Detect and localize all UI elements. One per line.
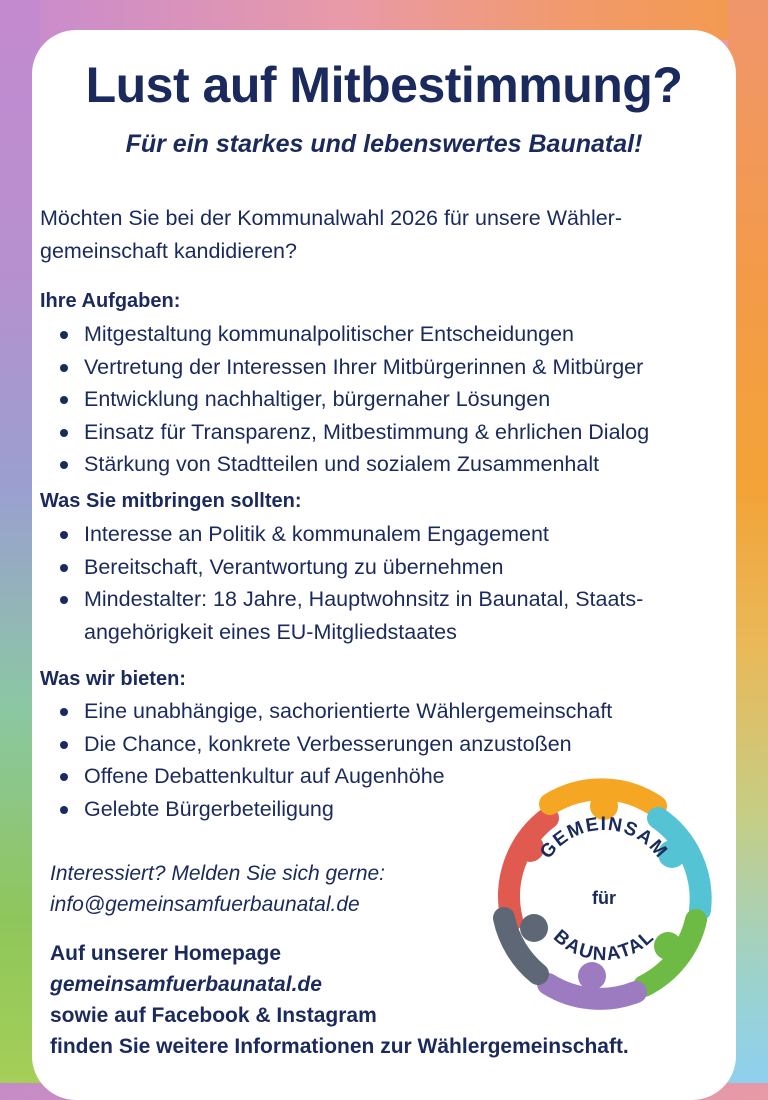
social-media-text: sowie auf Facebook & Instagram [50, 1004, 377, 1027]
list-item: Vertretung der Interessen Ihrer Mitbürgerinnen & Mitbürger [58, 351, 738, 384]
contact-prompt: Interessiert? Melden Sie sich gerne: [50, 862, 386, 885]
list-item: Gelebte Bürgerbeteiligung [58, 793, 738, 826]
intro-line-1: Möchten Sie bei der Kommunalwahl 2026 für unsere Wähler- [40, 206, 622, 230]
more-info-text: finden Sie weitere Informationen zur Wählergemeinschaft. [50, 1035, 629, 1058]
list-item: Bereitschaft, Verantwortung zu übernehmen [58, 551, 738, 584]
logo-figure-slate [504, 914, 548, 974]
list-item: Die Chance, konkrete Verbesserungen anzustoßen [58, 728, 738, 761]
page-title: Lust auf Mitbestimmung? [85, 57, 683, 113]
section-heading-aufgaben: Ihre Aufgaben: [40, 290, 181, 312]
homepage-url-link[interactable]: gemeinsamfuerbaunatal.de [50, 973, 322, 996]
logo-figure-teal [658, 818, 701, 910]
list-item: Entwicklung nachhaltiger, bürgernaher Lösungen [58, 383, 738, 416]
list-item: Interesse an Politik & kommunalem Engagement [58, 518, 738, 551]
list-item: Eine unabhängige, sachorientierte Wählergemeinschaft [58, 695, 738, 728]
intro-text [40, 202, 730, 268]
list-mitbringen [58, 518, 738, 648]
section-heading-bieten: Was wir bieten: [40, 668, 186, 690]
logo-figure-red [509, 818, 548, 920]
logo-figure-green [644, 920, 696, 986]
intro-line-2: gemeinschaft kandidieren? [40, 239, 297, 263]
list-item: Einsatz für Transparenz, Mitbestimmung & ehrlichen Dialog [58, 416, 738, 449]
logo-text-middle: für [592, 888, 616, 908]
homepage-intro: Auf unserer Homepage [50, 942, 282, 965]
section-heading-mitbringen: Was Sie mitbringen sollten: [40, 490, 302, 512]
logo-text-bottom: BAUNATAL [549, 925, 659, 966]
logo-text-top: GEMEINSAM [536, 813, 672, 863]
list-item-line: Mindestalter: 18 Jahre, Hauptwohnsitz in Baunatal, Staats- [84, 587, 644, 611]
list-item: Mitgestaltung kommunalpolitischer Entscheidungen [58, 318, 738, 351]
contact-email-link[interactable]: info@gemeinsamfuerbaunatal.de [50, 893, 360, 916]
page-subtitle: Für ein starkes und lebenswertes Baunatal! [125, 130, 643, 158]
list-item: Offene Debattenkultur auf Augenhöhe [58, 760, 738, 793]
gemeinsam-fuer-baunatal-logo [486, 778, 722, 1014]
contact-block [50, 858, 470, 920]
list-aufgaben [58, 318, 738, 481]
list-item: Stärkung von Stadtteilen und sozialem Zusammenhalt [58, 448, 738, 481]
list-item-line: angehörigkeit eines EU-Mitgliedstaates [84, 619, 457, 644]
list-item [58, 583, 738, 648]
logo-figure-purple [548, 962, 636, 999]
